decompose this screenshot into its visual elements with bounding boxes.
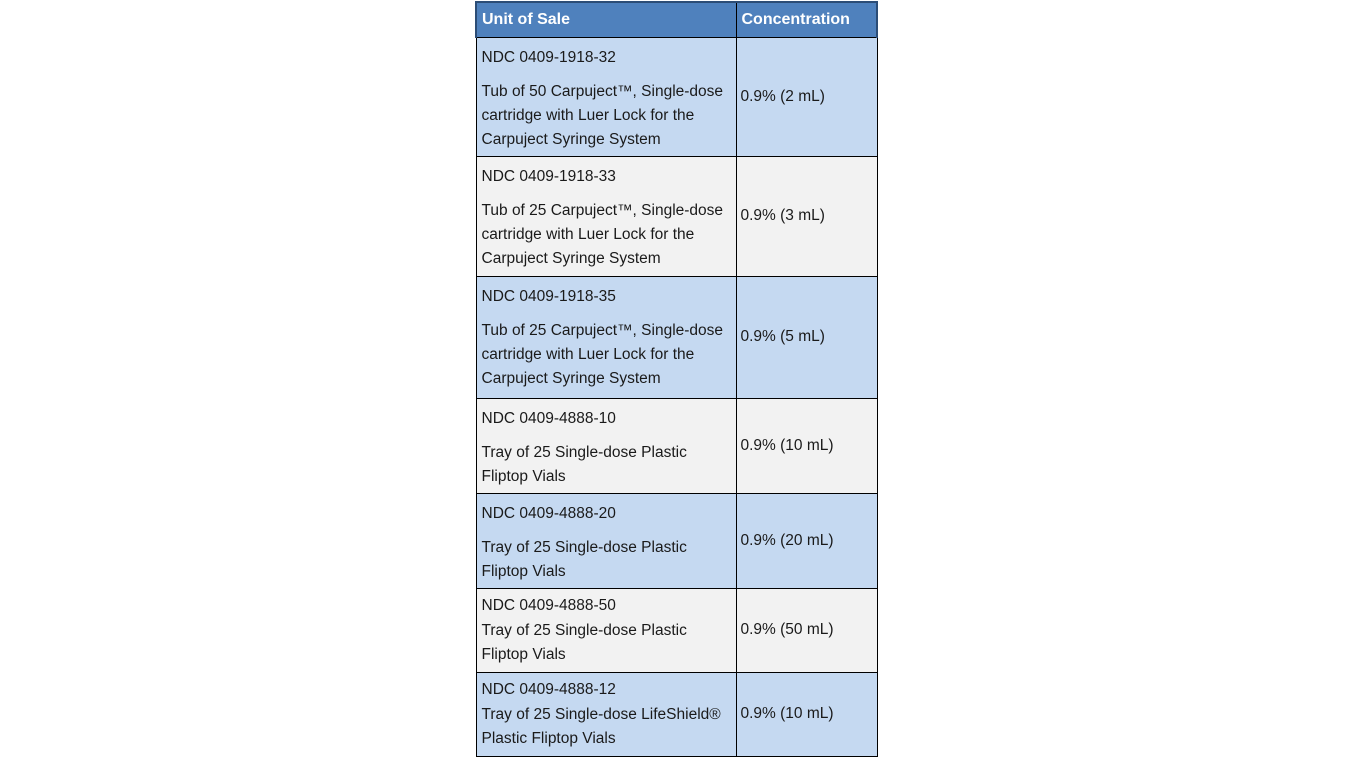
- table-row: [476, 588, 877, 672]
- ndc-code: NDC 0409-1918-35: [481, 287, 616, 305]
- concentration-cell: 0.9% (3 mL): [736, 156, 877, 276]
- unit-of-sale-table: [475, 1, 878, 757]
- ndc-code: NDC 0409-4888-12: [481, 680, 616, 698]
- table-row: [476, 672, 877, 756]
- ndc-code: NDC 0409-4888-10: [481, 409, 616, 427]
- concentration-cell: 0.9% (5 mL): [736, 276, 877, 398]
- concentration-cell: 0.9% (10 mL): [736, 672, 877, 756]
- unit-of-sale-cell: [476, 493, 736, 588]
- unit-of-sale-cell: [476, 398, 736, 493]
- table-row: [476, 37, 877, 156]
- package-description: Tray of 25 Single-dose LifeShield® Plastic Fliptop Vials: [481, 705, 721, 747]
- package-description: Tray of 25 Single-dose Plastic Fliptop Vials: [481, 443, 687, 485]
- unit-of-sale-cell: [476, 276, 736, 398]
- package-description: Tub of 50 Carpuject™, Single-dose cartridge with Luer Lock for the Carpuject Syringe System: [481, 82, 724, 148]
- table-row: [476, 276, 877, 398]
- table-row: [476, 493, 877, 588]
- column-header-unit-of-sale: Unit of Sale: [476, 2, 736, 37]
- ndc-code: NDC 0409-4888-50: [481, 596, 616, 614]
- table-header-row: [476, 2, 877, 37]
- ndc-code: NDC 0409-4888-20: [481, 504, 616, 522]
- unit-of-sale-cell: [476, 156, 736, 276]
- concentration-cell: 0.9% (50 mL): [736, 588, 877, 672]
- concentration-cell: 0.9% (2 mL): [736, 37, 877, 156]
- unit-of-sale-cell: [476, 672, 736, 756]
- ndc-code: NDC 0409-1918-33: [481, 167, 616, 185]
- unit-of-sale-cell: [476, 37, 736, 156]
- table-row: [476, 156, 877, 276]
- column-header-concentration: Concentration: [736, 2, 877, 37]
- package-description: Tub of 25 Carpuject™, Single-dose cartridge with Luer Lock for the Carpuject Syringe System: [481, 201, 724, 267]
- concentration-cell: 0.9% (10 mL): [736, 398, 877, 493]
- table-row: [476, 398, 877, 493]
- package-description: Tub of 25 Carpuject™, Single-dose cartridge with Luer Lock for the Carpuject Syringe System: [481, 321, 724, 387]
- unit-of-sale-cell: [476, 588, 736, 672]
- package-description: Tray of 25 Single-dose Plastic Fliptop Vials: [481, 621, 687, 663]
- ndc-code: NDC 0409-1918-32: [481, 48, 616, 66]
- package-description: Tray of 25 Single-dose Plastic Fliptop Vials: [481, 538, 687, 580]
- concentration-cell: 0.9% (20 mL): [736, 493, 877, 588]
